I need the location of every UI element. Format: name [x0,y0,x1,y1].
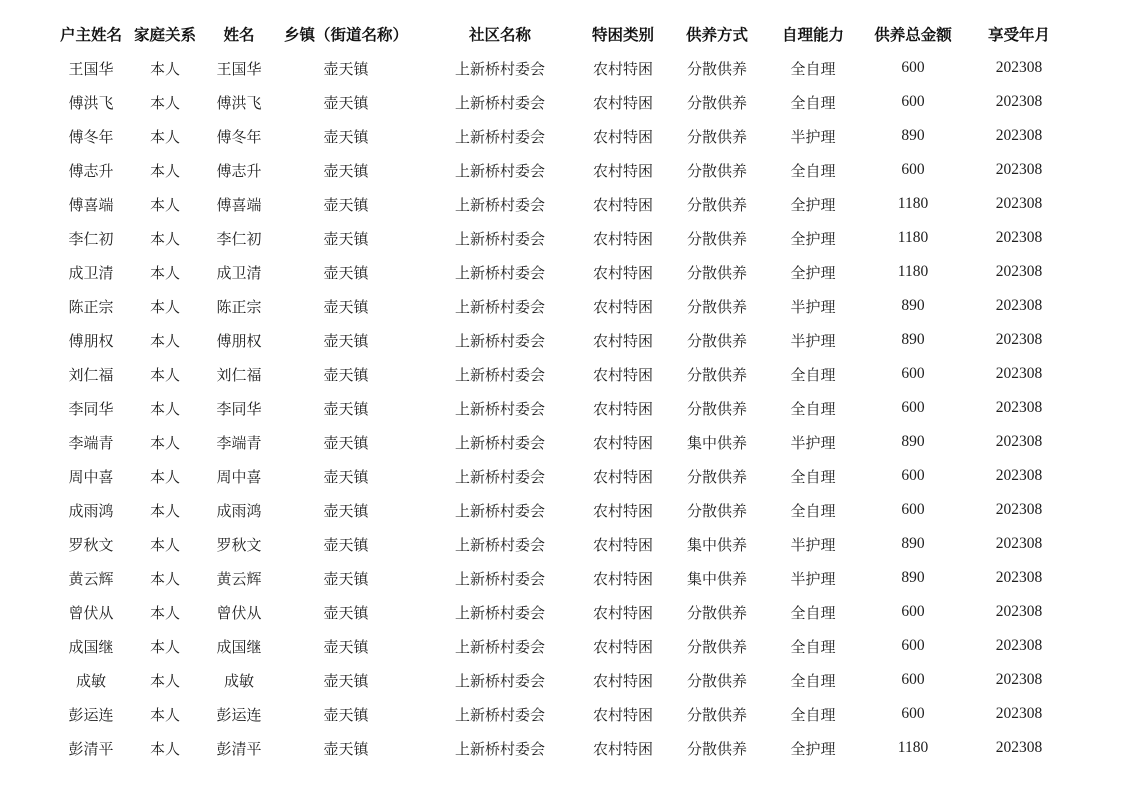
cell-support-mode: 分散供养 [686,501,747,520]
cell-relationship: 本人 [149,93,180,112]
column-header-month: 享受年月 [987,26,1050,44]
cell-self-care: 全自理 [790,93,836,112]
cell-amount: 600 [901,59,925,76]
cell-township: 壶天镇 [323,297,369,316]
relief-recipients-table [54,17,1066,765]
column-header-self-care: 自理能力 [781,26,844,44]
cell-community: 上新桥村委会 [454,59,545,78]
cell-month: 202308 [995,365,1043,382]
cell-category: 农村特困 [592,297,653,316]
cell-head-of-household: 曾伏从 [68,603,114,622]
table-row [54,663,1066,697]
cell-head-of-household: 罗秋文 [68,535,114,554]
cell-community: 上新桥村委会 [454,671,545,690]
cell-name: 李端青 [216,433,262,452]
table-row [54,629,1066,663]
cell-name: 成国继 [216,637,262,656]
cell-support-mode: 分散供养 [686,127,747,146]
cell-category: 农村特困 [592,433,653,452]
cell-name: 曾伏从 [216,603,262,622]
cell-name: 傅洪飞 [216,93,262,112]
cell-month: 202308 [995,93,1043,110]
cell-township: 壶天镇 [323,433,369,452]
cell-category: 农村特困 [592,331,653,350]
cell-month: 202308 [995,433,1043,450]
cell-relationship: 本人 [149,705,180,724]
table-header-row [54,17,1066,51]
cell-township: 壶天镇 [323,263,369,282]
cell-month: 202308 [995,467,1043,484]
cell-head-of-household: 成雨鸿 [68,501,114,520]
cell-township: 壶天镇 [323,637,369,656]
cell-month: 202308 [995,637,1043,654]
cell-community: 上新桥村委会 [454,161,545,180]
cell-name: 傅喜端 [216,195,262,214]
cell-amount: 600 [901,637,925,654]
cell-self-care: 半护理 [790,297,836,316]
cell-self-care: 半护理 [790,127,836,146]
cell-head-of-household: 傅洪飞 [68,93,114,112]
cell-community: 上新桥村委会 [454,569,545,588]
cell-amount: 1180 [897,195,929,212]
cell-support-mode: 集中供养 [686,569,747,588]
cell-month: 202308 [995,127,1043,144]
cell-name: 周中喜 [216,467,262,486]
cell-self-care: 全自理 [790,671,836,690]
table-row [54,255,1066,289]
cell-amount: 890 [901,297,925,314]
table-row [54,289,1066,323]
cell-head-of-household: 周中喜 [68,467,114,486]
cell-support-mode: 分散供养 [686,161,747,180]
column-header-head-of-household: 户主姓名 [59,26,122,44]
cell-name: 李同华 [216,399,262,418]
cell-relationship: 本人 [149,637,180,656]
cell-category: 农村特困 [592,603,653,622]
cell-support-mode: 分散供养 [686,195,747,214]
cell-name: 彭运连 [216,705,262,724]
cell-support-mode: 分散供养 [686,59,747,78]
cell-support-mode: 分散供养 [686,229,747,248]
cell-relationship: 本人 [149,535,180,554]
cell-category: 农村特困 [592,399,653,418]
cell-support-mode: 分散供养 [686,263,747,282]
cell-relationship: 本人 [149,331,180,350]
cell-community: 上新桥村委会 [454,399,545,418]
cell-relationship: 本人 [149,739,180,758]
cell-relationship: 本人 [149,297,180,316]
cell-name: 成卫清 [216,263,262,282]
cell-month: 202308 [995,603,1043,620]
cell-head-of-household: 成敏 [75,671,106,690]
cell-support-mode: 分散供养 [686,93,747,112]
cell-name: 傅冬年 [216,127,262,146]
cell-support-mode: 集中供养 [686,433,747,452]
cell-community: 上新桥村委会 [454,603,545,622]
cell-self-care: 全护理 [790,229,836,248]
cell-relationship: 本人 [149,229,180,248]
cell-head-of-household: 陈正宗 [68,297,114,316]
cell-amount: 600 [901,467,925,484]
cell-self-care: 全护理 [790,739,836,758]
cell-self-care: 全自理 [790,603,836,622]
cell-support-mode: 分散供养 [686,467,747,486]
cell-amount: 600 [901,671,925,688]
cell-township: 壶天镇 [323,535,369,554]
cell-name: 傅志升 [216,161,262,180]
cell-category: 农村特困 [592,501,653,520]
cell-head-of-household: 王国华 [68,59,114,78]
cell-township: 壶天镇 [323,59,369,78]
cell-category: 农村特困 [592,739,653,758]
cell-head-of-household: 傅喜端 [68,195,114,214]
cell-community: 上新桥村委会 [454,467,545,486]
cell-self-care: 全自理 [790,161,836,180]
cell-support-mode: 集中供养 [686,535,747,554]
cell-amount: 890 [901,569,925,586]
cell-category: 农村特困 [592,93,653,112]
cell-month: 202308 [995,501,1043,518]
cell-amount: 600 [901,365,925,382]
cell-category: 农村特困 [592,535,653,554]
cell-self-care: 全护理 [790,263,836,282]
cell-relationship: 本人 [149,603,180,622]
cell-name: 彭清平 [216,739,262,758]
cell-relationship: 本人 [149,569,180,588]
table-row [54,731,1066,765]
cell-name: 成雨鸿 [216,501,262,520]
cell-category: 农村特困 [592,161,653,180]
table-row [54,697,1066,731]
cell-head-of-household: 傅冬年 [68,127,114,146]
cell-head-of-household: 彭运连 [68,705,114,724]
cell-support-mode: 分散供养 [686,705,747,724]
column-header-township: 乡镇（街道名称） [283,26,408,44]
cell-self-care: 全自理 [790,365,836,384]
cell-relationship: 本人 [149,127,180,146]
column-header-relationship: 家庭关系 [133,26,196,44]
cell-head-of-household: 刘仁福 [68,365,114,384]
cell-self-care: 半护理 [790,433,836,452]
cell-township: 壶天镇 [323,671,369,690]
cell-township: 壶天镇 [323,501,369,520]
column-header-community: 社区名称 [468,26,531,44]
table-row [54,459,1066,493]
cell-amount: 600 [901,399,925,416]
cell-month: 202308 [995,263,1043,280]
cell-amount: 600 [901,705,925,722]
cell-relationship: 本人 [149,671,180,690]
cell-community: 上新桥村委会 [454,331,545,350]
cell-amount: 600 [901,161,925,178]
cell-relationship: 本人 [149,433,180,452]
cell-township: 壶天镇 [323,127,369,146]
cell-category: 农村特困 [592,467,653,486]
cell-support-mode: 分散供养 [686,671,747,690]
cell-head-of-household: 彭清平 [68,739,114,758]
cell-community: 上新桥村委会 [454,535,545,554]
cell-support-mode: 分散供养 [686,297,747,316]
table-row [54,85,1066,119]
cell-amount: 890 [901,331,925,348]
cell-month: 202308 [995,705,1043,722]
cell-category: 农村特困 [592,229,653,248]
cell-support-mode: 分散供养 [686,603,747,622]
cell-name: 李仁初 [216,229,262,248]
cell-support-mode: 分散供养 [686,739,747,758]
column-header-amount: 供养总金额 [874,26,952,44]
cell-support-mode: 分散供养 [686,365,747,384]
table-row [54,187,1066,221]
cell-month: 202308 [995,331,1043,348]
cell-self-care: 半护理 [790,535,836,554]
cell-township: 壶天镇 [323,161,369,180]
cell-self-care: 全自理 [790,59,836,78]
cell-amount: 890 [901,535,925,552]
cell-township: 壶天镇 [323,195,369,214]
cell-name: 刘仁福 [216,365,262,384]
cell-month: 202308 [995,195,1043,212]
cell-month: 202308 [995,229,1043,246]
cell-township: 壶天镇 [323,467,369,486]
cell-community: 上新桥村委会 [454,195,545,214]
cell-relationship: 本人 [149,365,180,384]
cell-township: 壶天镇 [323,229,369,248]
cell-head-of-household: 傅朋权 [68,331,114,350]
cell-self-care: 全自理 [790,467,836,486]
cell-township: 壶天镇 [323,399,369,418]
cell-month: 202308 [995,161,1043,178]
cell-category: 农村特困 [592,569,653,588]
table-row [54,391,1066,425]
cell-category: 农村特困 [592,705,653,724]
cell-relationship: 本人 [149,399,180,418]
cell-name: 傅朋权 [216,331,262,350]
cell-head-of-household: 李同华 [68,399,114,418]
cell-self-care: 半护理 [790,569,836,588]
cell-township: 壶天镇 [323,93,369,112]
cell-head-of-household: 成卫清 [68,263,114,282]
cell-head-of-household: 黄云辉 [68,569,114,588]
cell-township: 壶天镇 [323,603,369,622]
cell-category: 农村特困 [592,365,653,384]
cell-amount: 1180 [897,739,929,756]
cell-township: 壶天镇 [323,739,369,758]
column-header-category: 特困类别 [591,26,654,44]
cell-support-mode: 分散供养 [686,637,747,656]
cell-community: 上新桥村委会 [454,297,545,316]
cell-self-care: 全护理 [790,195,836,214]
cell-category: 农村特困 [592,195,653,214]
cell-township: 壶天镇 [323,569,369,588]
cell-amount: 600 [901,603,925,620]
table-row [54,493,1066,527]
table-row [54,425,1066,459]
cell-amount: 890 [901,433,925,450]
cell-support-mode: 分散供养 [686,399,747,418]
table-body [54,51,1066,765]
cell-category: 农村特困 [592,637,653,656]
table-row [54,357,1066,391]
cell-relationship: 本人 [149,195,180,214]
cell-amount: 1180 [897,229,929,246]
cell-township: 壶天镇 [323,365,369,384]
cell-amount: 600 [901,93,925,110]
cell-community: 上新桥村委会 [454,365,545,384]
cell-relationship: 本人 [149,467,180,486]
cell-name: 王国华 [216,59,262,78]
table-row [54,221,1066,255]
cell-community: 上新桥村委会 [454,263,545,282]
cell-self-care: 半护理 [790,331,836,350]
cell-relationship: 本人 [149,263,180,282]
cell-month: 202308 [995,739,1043,756]
cell-name: 罗秋文 [216,535,262,554]
cell-name: 陈正宗 [216,297,262,316]
cell-category: 农村特困 [592,263,653,282]
cell-support-mode: 分散供养 [686,331,747,350]
cell-name: 成敏 [223,671,254,690]
cell-self-care: 全自理 [790,637,836,656]
cell-relationship: 本人 [149,501,180,520]
cell-township: 壶天镇 [323,331,369,350]
cell-month: 202308 [995,399,1043,416]
cell-self-care: 全自理 [790,501,836,520]
cell-head-of-household: 李仁初 [68,229,114,248]
cell-community: 上新桥村委会 [454,705,545,724]
cell-community: 上新桥村委会 [454,637,545,656]
table-row [54,595,1066,629]
cell-community: 上新桥村委会 [454,229,545,248]
cell-head-of-household: 傅志升 [68,161,114,180]
cell-head-of-household: 成国继 [68,637,114,656]
cell-month: 202308 [995,671,1043,688]
cell-community: 上新桥村委会 [454,93,545,112]
cell-category: 农村特困 [592,127,653,146]
table-row [54,527,1066,561]
column-header-support-mode: 供养方式 [685,26,748,44]
cell-community: 上新桥村委会 [454,501,545,520]
cell-category: 农村特困 [592,671,653,690]
cell-month: 202308 [995,569,1043,586]
cell-community: 上新桥村委会 [454,433,545,452]
cell-month: 202308 [995,297,1043,314]
cell-township: 壶天镇 [323,705,369,724]
cell-self-care: 全自理 [790,705,836,724]
table-row [54,119,1066,153]
cell-community: 上新桥村委会 [454,739,545,758]
table-row [54,153,1066,187]
cell-amount: 1180 [897,263,929,280]
cell-category: 农村特困 [592,59,653,78]
table-row [54,51,1066,85]
table-row [54,323,1066,357]
cell-amount: 600 [901,501,925,518]
cell-month: 202308 [995,535,1043,552]
cell-relationship: 本人 [149,161,180,180]
table-row [54,561,1066,595]
cell-month: 202308 [995,59,1043,76]
cell-relationship: 本人 [149,59,180,78]
cell-name: 黄云辉 [216,569,262,588]
column-header-name: 姓名 [223,26,255,44]
cell-amount: 890 [901,127,925,144]
cell-head-of-household: 李端青 [68,433,114,452]
cell-community: 上新桥村委会 [454,127,545,146]
cell-self-care: 全自理 [790,399,836,418]
